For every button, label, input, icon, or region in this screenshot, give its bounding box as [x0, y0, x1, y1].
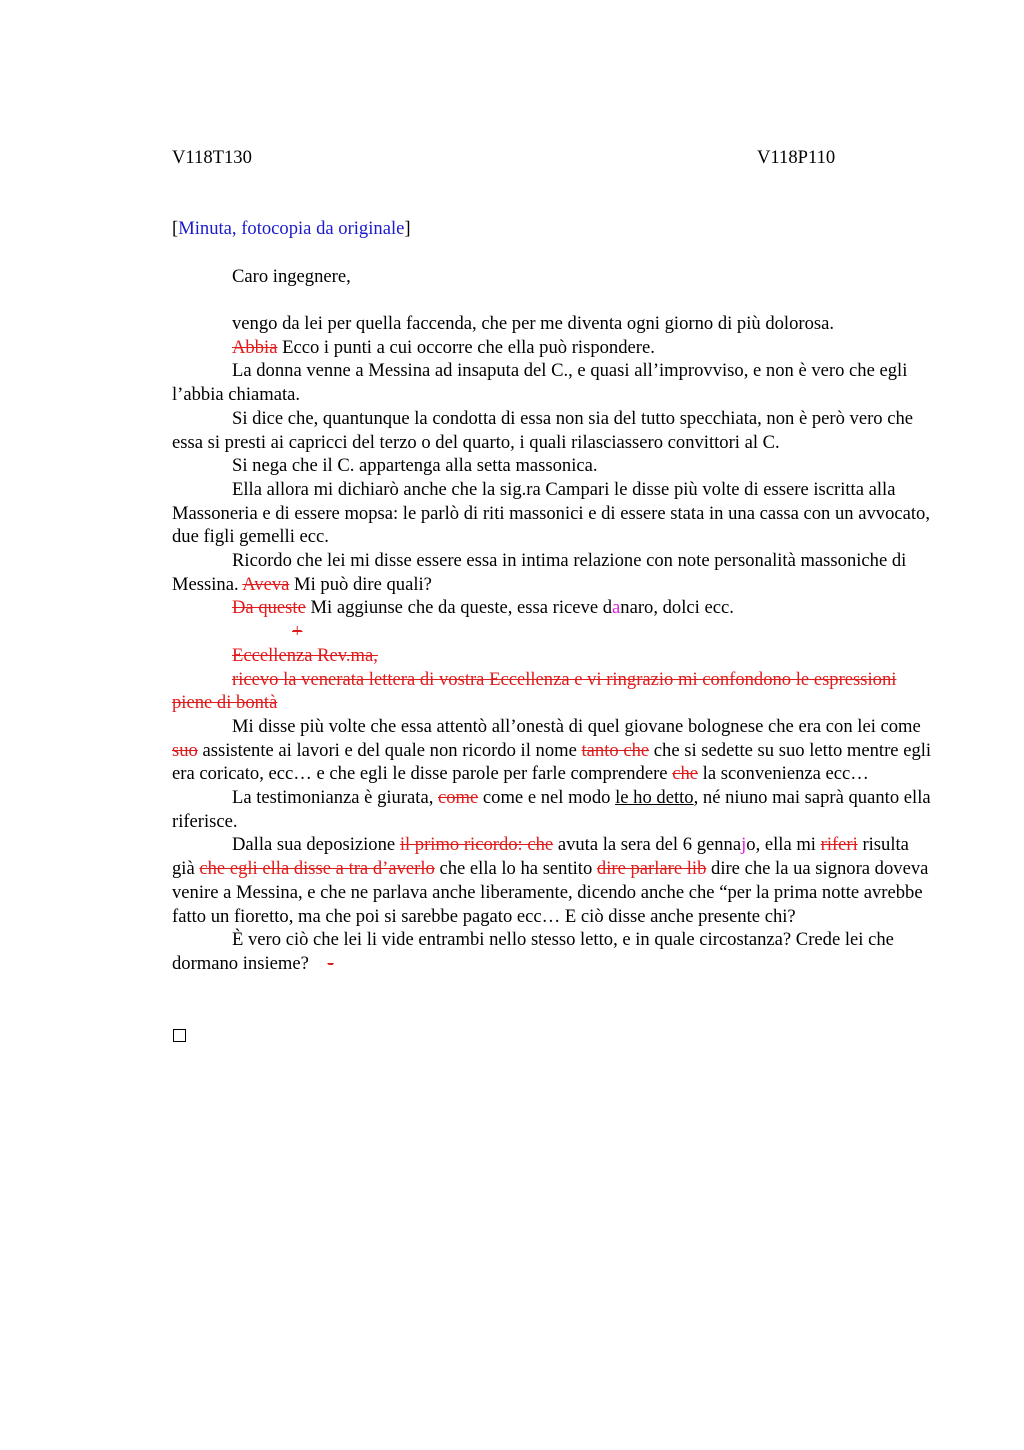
inserted-letter: a: [612, 597, 621, 619]
deleted-text: che egli ella disse a tra d’averlo: [199, 858, 435, 880]
deletion-mark-line: [172, 620, 932, 644]
paragraph-11: [172, 668, 932, 715]
paragraph-text: che si sedette su suo letto mentre egli era coricato, ecc… e che egli le disse parole per farle comprendere: [172, 739, 932, 785]
deleted-text: ricevo la venerata lettera di vostra Eccellenza e vi ringrazio mi confondono le espressioni piene di bontà: [172, 668, 897, 714]
inserted-letter: j: [741, 834, 747, 856]
deleted-text: tanto che: [581, 739, 650, 761]
underlined-text: le ho detto: [615, 787, 694, 809]
paragraph-text: Ricordo che lei mi disse essere essa in intima relazione con note personalità massoniche di Messina.: [172, 550, 907, 595]
paragraph-text: , né niuno mai saprà quanto ella riferisce.: [172, 787, 931, 832]
paragraph-3: La donna venne a Messina ad insaputa del C., e quasi all’improvviso, e non è vero che egli l’abbia chiamata.: [172, 360, 908, 406]
paragraph-1: vengo da lei per quella faccenda, che per me diventa ogni giorno di più dolorosa.: [232, 313, 835, 334]
paragraph-6: Ella allora mi dichiarò anche che la sig.ra Campari le disse più volte di essere iscritta alla Massoneria e di essere mopsa: le parlò di riti massonici e di essere stata in una cassa con un avvocato, due figli gemelli ecc.: [172, 478, 930, 548]
paragraph-5: Si nega che il C. appartenga alla setta massonica.: [232, 455, 598, 477]
note-close-bracket: ]: [404, 218, 411, 239]
deleted-text: suo: [172, 739, 198, 761]
note-open-bracket: [: [172, 218, 179, 239]
deleted-mark: +: [292, 621, 303, 643]
deleted-text: che: [672, 763, 699, 785]
paragraph-text: la sconvenienza ecc…: [698, 763, 869, 785]
paragraph-text: È vero ciò che lei li vide entrambi nello stesso letto, e in quale circostanza? Crede lei che dormano insieme?: [172, 929, 894, 974]
paragraph-15: [172, 928, 932, 975]
deleted-text: riferi: [820, 834, 858, 856]
paragraph-text: La testimonianza è giurata,: [232, 787, 438, 809]
paragraph-4: Si dice che, quantunque la condotta di essa non sia del tutto specchiata, non è però vero che essa si presti ai capricci del terzo o del quarto, i quali rilasciassero convittori al C.: [172, 407, 914, 453]
paragraph-text: Mi aggiunse che da queste, essa riceve d: [305, 597, 613, 619]
paragraph-text: Ecco i punti a cui occorre che ella può rispondere.: [277, 336, 655, 358]
paragraph-14: [172, 833, 932, 928]
letter-greeting: Caro ingegnere,: [232, 266, 351, 287]
paragraph-13: [172, 786, 932, 833]
paragraph-7: [172, 549, 932, 596]
paragraph-text: assistente ai lavori e del quale non ricordo il nome: [197, 739, 582, 761]
document-code-right: V118P110: [757, 147, 836, 168]
note-text: Minuta, fotocopia da originale: [178, 218, 405, 239]
deleted-text: come: [438, 787, 479, 809]
paragraph-text: dire che la ua signora doveva venire a Messina, e che ne parlava anche liberamente, dicendo anche che “per la prima notte avrebbe fatto un fioretto, ma che poi si sarebbe pagato ecc… E ciò disse anche presente chi?: [172, 858, 929, 927]
editorial-note: [172, 217, 411, 241]
paragraph-text: Mi disse più volte che essa attentò all’onestà di quel giovane bolognese che era con lei come: [232, 715, 921, 737]
paragraph-text: naro, dolci ecc.: [620, 597, 734, 619]
deleted-text: Aveva: [242, 573, 290, 595]
letter-body: [172, 312, 932, 976]
paragraph-text: o, ella mi: [746, 834, 821, 856]
paragraph-text: Mi può dire quali?: [289, 573, 432, 595]
deleted-text: Da queste: [232, 597, 306, 619]
paragraph-text: risulta già: [172, 834, 909, 880]
paragraph-text: Dalla sua deposizione: [232, 834, 400, 856]
deleted-text: il primo ricordo: che: [399, 834, 554, 856]
paragraph-8: [172, 596, 932, 620]
deleted-text: Eccellenza Rev.ma,: [232, 644, 378, 666]
paragraph-2: [172, 336, 932, 360]
paragraph-text: avuta la sera del 6 genna: [553, 834, 742, 856]
empty-box-symbol: [173, 1029, 186, 1042]
paragraph-12: [172, 715, 932, 786]
document-code-left: V118T130: [172, 147, 252, 168]
deleted-text: dire parlare lib: [596, 858, 707, 880]
paragraph-text: che ella lo ha sentito: [434, 858, 597, 880]
deleted-text: Abbia: [232, 336, 278, 358]
deleted-mark: -: [327, 952, 334, 974]
paragraph-text: come e nel modo: [478, 787, 616, 809]
paragraph-10: [172, 644, 932, 668]
